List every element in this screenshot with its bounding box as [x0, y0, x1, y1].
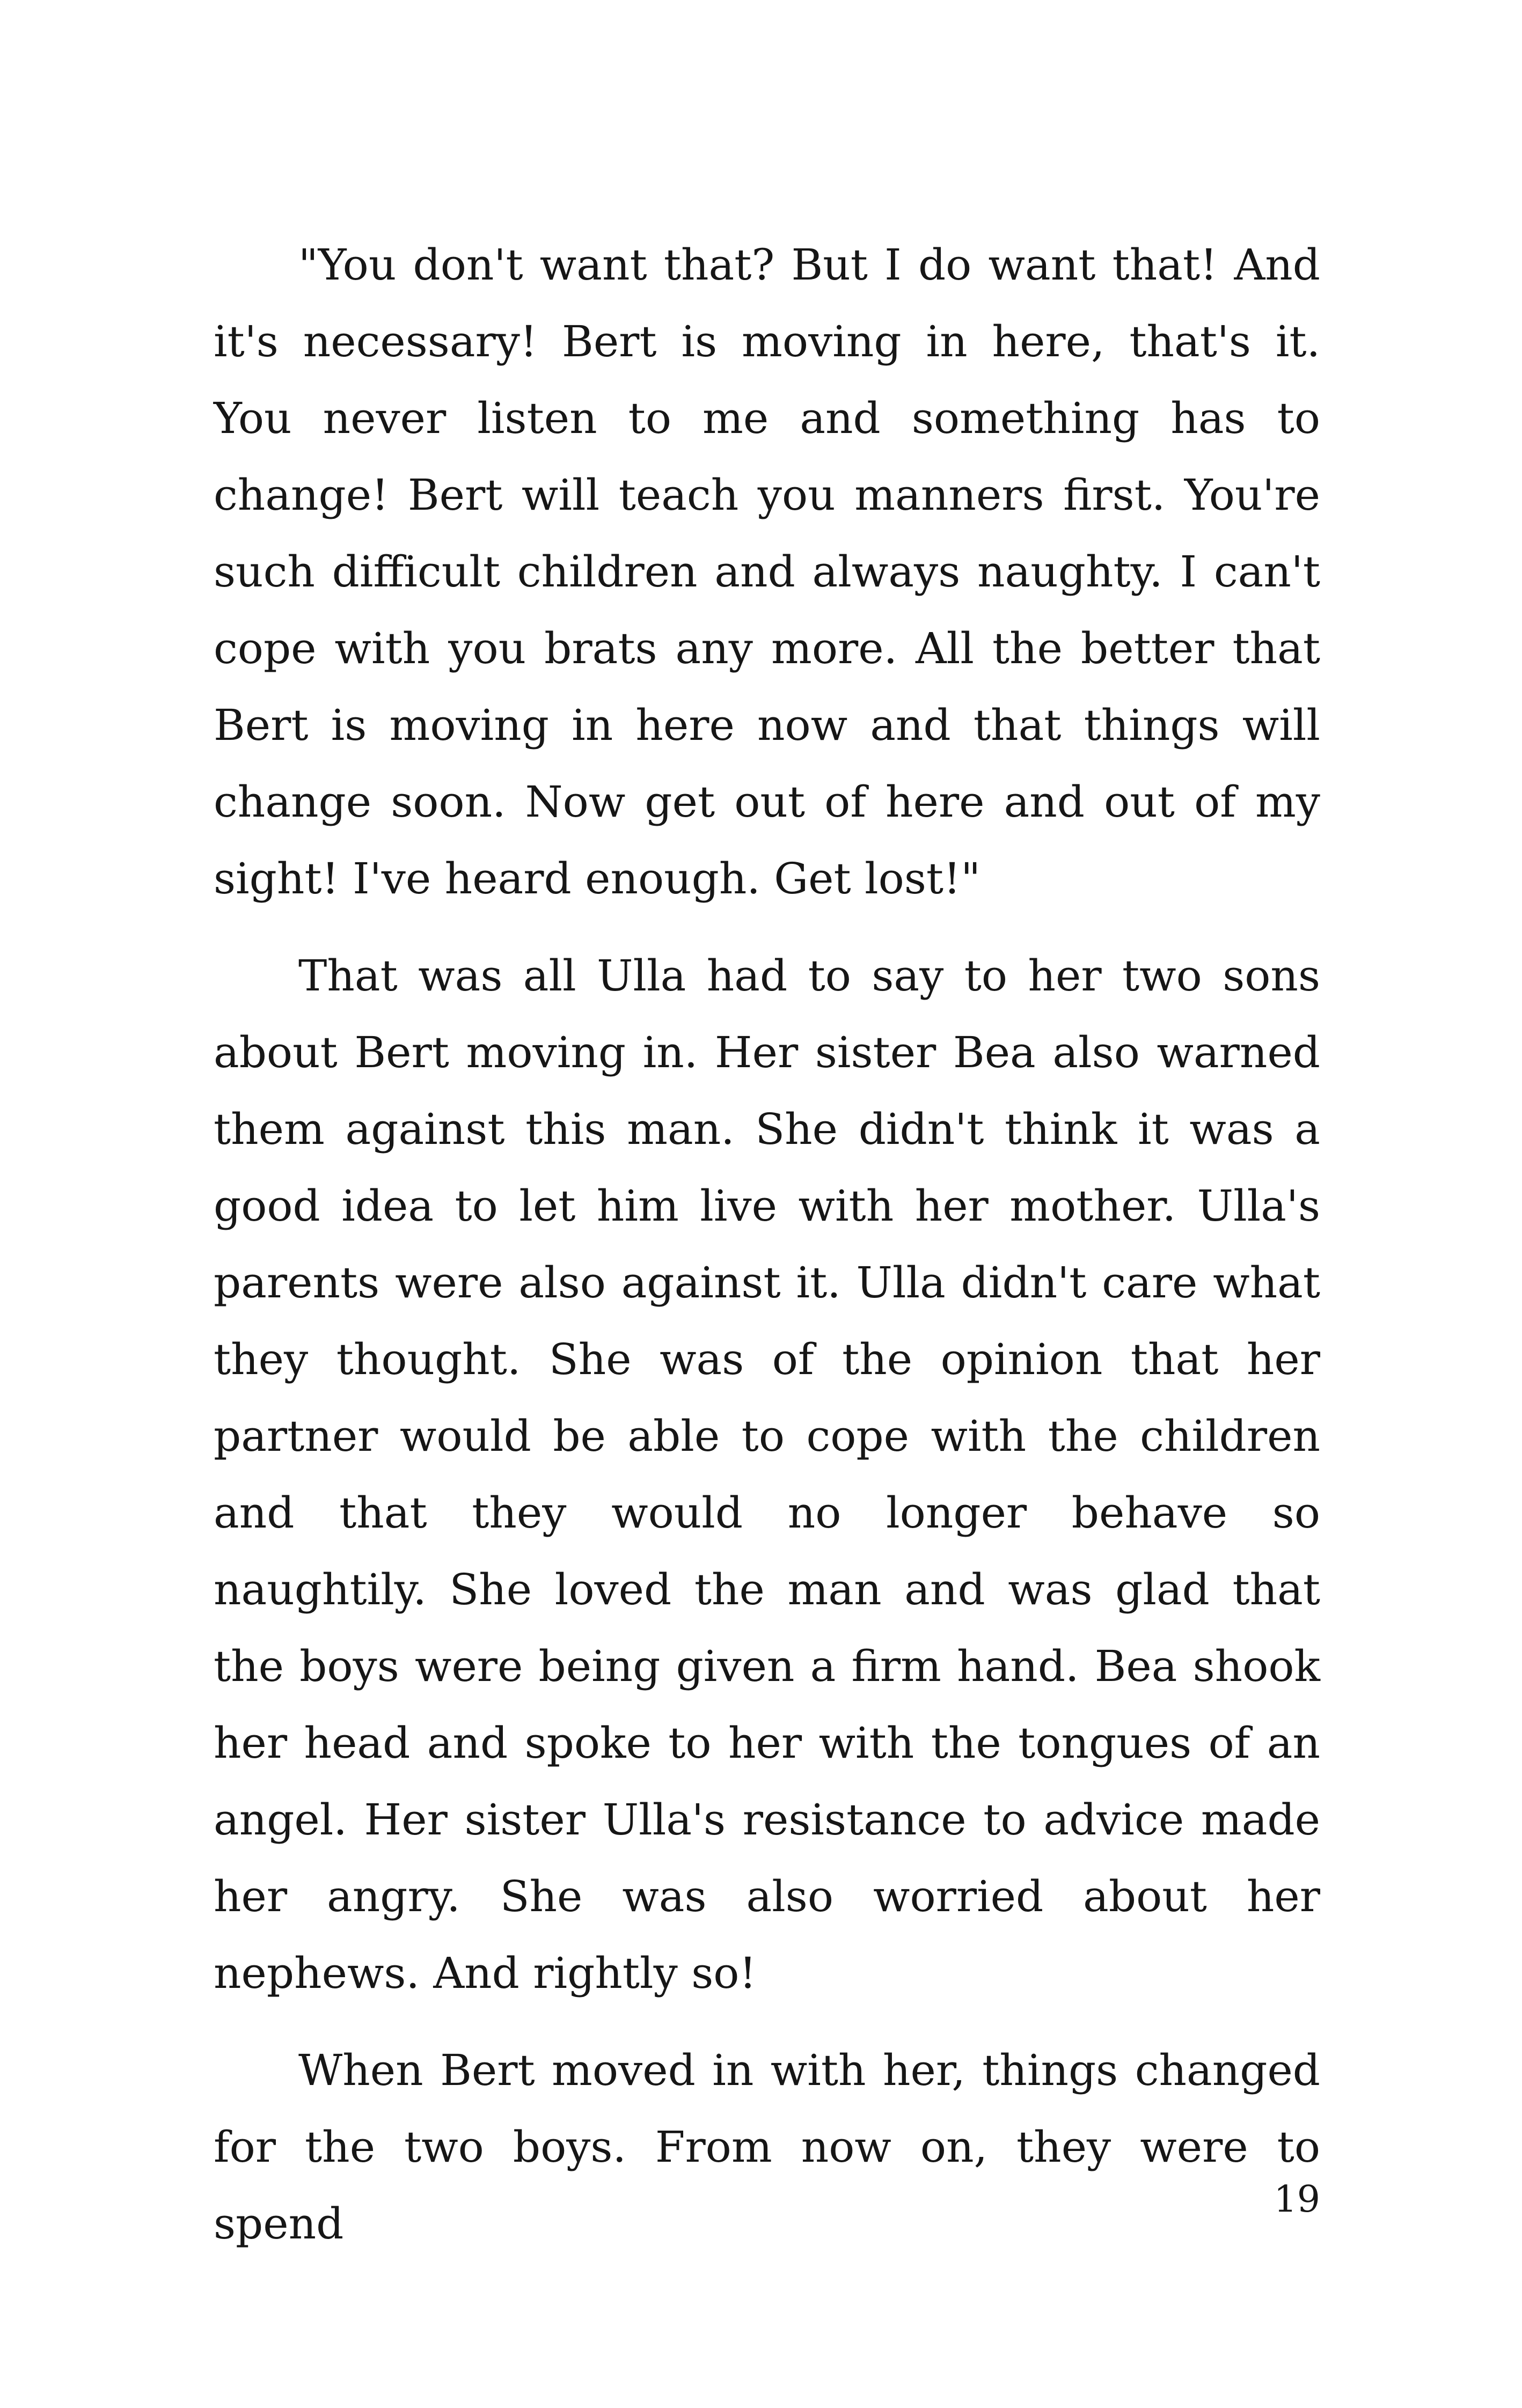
paragraph-1: "You don't want that? But I do want that! And it's necessary! Bert is moving in here, that's it. You never listen to me and something has to change! Bert will teach you manners first. You're such difficult children and always naughty. I can't cope with you brats any more. All the better that Bert is moving in here now and that things will change soon. Now get out of here and out of my sight! I've heard enough. Get lost!": [214, 240, 1320, 904]
page-number: 19: [1274, 2178, 1320, 2221]
paragraph-2: That was all Ulla had to say to her two sons about Bert moving in. Her sister Bea also warned them against this man. She didn't think it was a good idea to let him live with her mother. Ulla's parents were also against it. Ulla didn't care what they thought. She was of the opinion that her partner would be able to cope with the children and that they would no longer behave so naughtily. She loved the man and was glad that the boys were being given a firm hand. Bea shook her head and spoke to her with the tongues of an angel. Her sister Ulla's resistance to advice made her angry. She was also worried about her nephews. And rightly so!: [214, 951, 1320, 1998]
paragraph-3: When Bert moved in with her, things changed for the two boys. From now on, they were to spend: [214, 2045, 1320, 2249]
body-text: [214, 226, 1320, 2262]
